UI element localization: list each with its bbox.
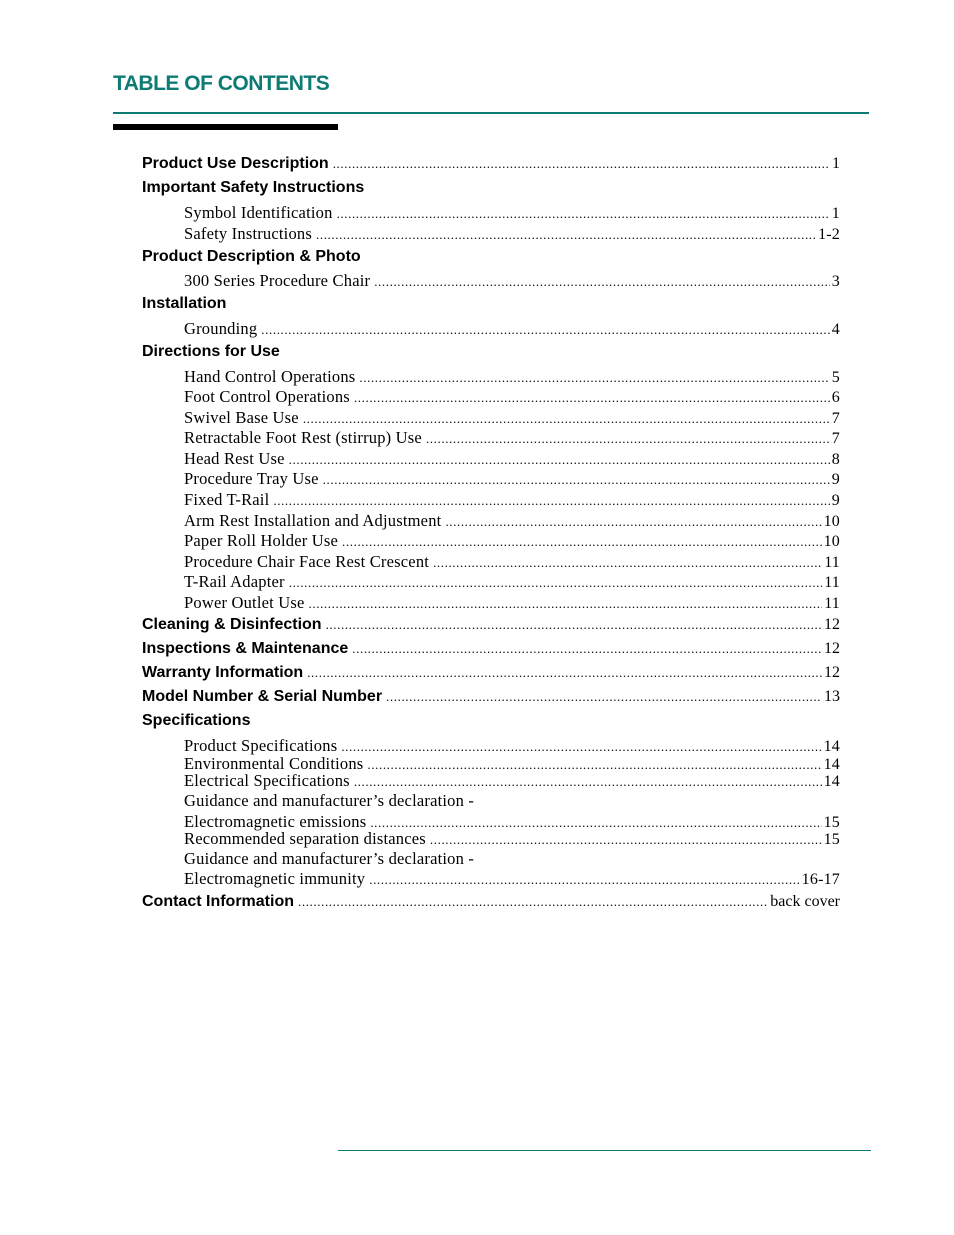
toc-entry-page: 4 (831, 321, 840, 338)
toc-section (142, 343, 840, 361)
toc-entry-page: 11 (824, 574, 840, 591)
toc-entry-label: Paper Roll Holder Use (184, 531, 339, 550)
toc-entry-page: 12 (824, 616, 840, 633)
toc-entry-label: Environmental Conditions (184, 754, 364, 773)
toc-entry-label: Arm Rest Installation and Adjustment (184, 511, 442, 530)
toc-subsection (184, 367, 840, 387)
toc-entry-page: 11 (824, 595, 840, 612)
toc-entry-page: 9 (831, 471, 840, 488)
toc-entry-label: Grounding (184, 319, 258, 338)
dot-leader (342, 534, 822, 550)
toc-subsection (184, 203, 840, 223)
toc-section (142, 248, 840, 266)
toc-entry-label: Specifications (142, 712, 251, 729)
toc-section (142, 295, 840, 313)
toc-subsection (184, 271, 840, 291)
toc-entry-page: 10 (823, 533, 840, 550)
dot-leader (289, 452, 830, 468)
dot-leader (289, 575, 822, 591)
toc-entry-page: 12 (824, 640, 840, 657)
toc-section (142, 893, 840, 911)
toc-entry-label: Foot Control Operations (184, 387, 350, 406)
toc-entry-label: Retractable Foot Rest (stirrup) Use (184, 428, 422, 447)
toc-section (142, 179, 840, 197)
toc-subsection (184, 869, 840, 889)
toc-entry-label: Power Outlet Use (184, 593, 305, 612)
toc-entry-label: Procedure Tray Use (184, 469, 319, 488)
toc-entry-label: Installation (142, 295, 227, 312)
toc-entry-label: Guidance and manufacturer’s declaration - (184, 791, 475, 810)
toc-entry-page: 7 (831, 430, 840, 447)
toc-entry-label: Electrical Specifications (184, 771, 350, 790)
toc-subsection (184, 224, 840, 244)
toc-subsection (184, 408, 840, 428)
toc-subsection (184, 736, 840, 756)
toc-entry-label: Fixed T-Rail (184, 490, 270, 509)
toc-entry-label: Directions for Use (142, 343, 280, 360)
toc-section (142, 688, 840, 706)
toc-subsection (184, 829, 840, 849)
toc-entry-page: 12 (824, 664, 840, 681)
dot-leader (261, 322, 830, 338)
toc-entry-label: 300 Series Procedure Chair (184, 271, 371, 290)
toc-entry-label: Electromagnetic emissions (184, 812, 367, 831)
toc-subsection (184, 791, 840, 811)
table-of-contents (142, 0, 840, 1235)
toc-entry-page: 11 (824, 554, 840, 571)
toc-entry-label: Symbol Identification (184, 203, 333, 222)
toc-entry-page: 8 (831, 451, 840, 468)
toc-entry-page: back cover (770, 893, 840, 910)
toc-subsection (184, 593, 840, 613)
toc-entry-label: Inspections & Maintenance (142, 640, 349, 657)
dot-leader (430, 832, 822, 848)
toc-entry-page: 15 (823, 814, 840, 831)
dot-leader (316, 227, 816, 243)
toc-entry-label: Procedure Chair Face Rest Crescent (184, 552, 430, 571)
toc-entry-page: 15 (823, 831, 840, 848)
toc-entry-page: 6 (831, 389, 840, 406)
toc-subsection (184, 387, 840, 407)
toc-subsection (184, 572, 840, 592)
dot-leader (354, 390, 830, 406)
toc-entry-page: 16-17 (801, 871, 840, 888)
toc-entry-page: 5 (831, 369, 840, 386)
toc-subsection (184, 428, 840, 448)
dot-leader (273, 493, 829, 509)
toc-subsection (184, 319, 840, 339)
toc-entry-page: 1-2 (818, 226, 840, 243)
toc-entry-label: Swivel Base Use (184, 408, 299, 427)
toc-entry-label: Electromagnetic immunity (184, 869, 366, 888)
dot-leader (352, 641, 822, 657)
dot-leader (298, 894, 768, 910)
toc-entry-page: 7 (831, 410, 840, 427)
dot-leader (426, 431, 830, 447)
toc-subsection (184, 511, 840, 531)
toc-entry-label: Warranty Information (142, 664, 304, 681)
toc-entry-page: 13 (824, 688, 840, 705)
toc-entry-page: 14 (823, 773, 840, 790)
toc-entry-label: Product Specifications (184, 736, 338, 755)
toc-entry-label: Recommended separation distances (184, 829, 426, 848)
dot-leader (445, 514, 821, 530)
toc-entry-label: Product Description & Photo (142, 248, 361, 265)
toc-entry-label: Contact Information (142, 893, 294, 910)
toc-section (142, 712, 840, 730)
toc-entry-label: Model Number & Serial Number (142, 688, 383, 705)
toc-entry-page: 9 (831, 492, 840, 509)
toc-subsection (184, 469, 840, 489)
dot-leader (433, 555, 822, 571)
dot-leader (359, 370, 829, 386)
dot-leader (303, 411, 830, 427)
toc-entry-label: Head Rest Use (184, 449, 285, 468)
toc-entry-page: 1 (832, 155, 840, 172)
toc-section (142, 616, 840, 634)
toc-entry-label: Product Use Description (142, 155, 329, 172)
dot-leader (341, 739, 821, 755)
toc-entry-label: T-Rail Adapter (184, 572, 285, 591)
toc-entry-page: 3 (831, 273, 840, 290)
dot-leader (337, 206, 830, 222)
toc-entry-label: Safety Instructions (184, 224, 312, 243)
toc-section (142, 155, 840, 173)
toc-entry-page: 10 (823, 513, 840, 530)
toc-section (142, 640, 840, 658)
footer-rule (338, 1150, 871, 1151)
dot-leader (354, 774, 822, 790)
dot-leader (333, 156, 830, 172)
toc-entry-page: 1 (831, 205, 840, 222)
toc-section (142, 664, 840, 682)
dot-leader (386, 689, 822, 705)
toc-entry-page: 14 (823, 756, 840, 773)
dot-leader (309, 596, 823, 612)
toc-subsection (184, 771, 840, 791)
dot-leader (369, 872, 799, 888)
toc-entry-page: 14 (823, 738, 840, 755)
toc-entry-label: Cleaning & Disinfection (142, 616, 322, 633)
page-title: TABLE OF CONTENTS (113, 72, 330, 95)
toc-subsection (184, 849, 840, 869)
dot-leader (326, 617, 822, 633)
toc-subsection (184, 449, 840, 469)
toc-subsection (184, 552, 840, 572)
toc-entry-label: Important Safety Instructions (142, 179, 365, 196)
toc-entry-label: Guidance and manufacturer’s declaration - (184, 849, 475, 868)
toc-subsection (184, 490, 840, 510)
toc-subsection (184, 531, 840, 551)
dot-leader (323, 472, 830, 488)
dot-leader (307, 665, 822, 681)
dot-leader (374, 274, 830, 290)
toc-entry-label: Hand Control Operations (184, 367, 356, 386)
